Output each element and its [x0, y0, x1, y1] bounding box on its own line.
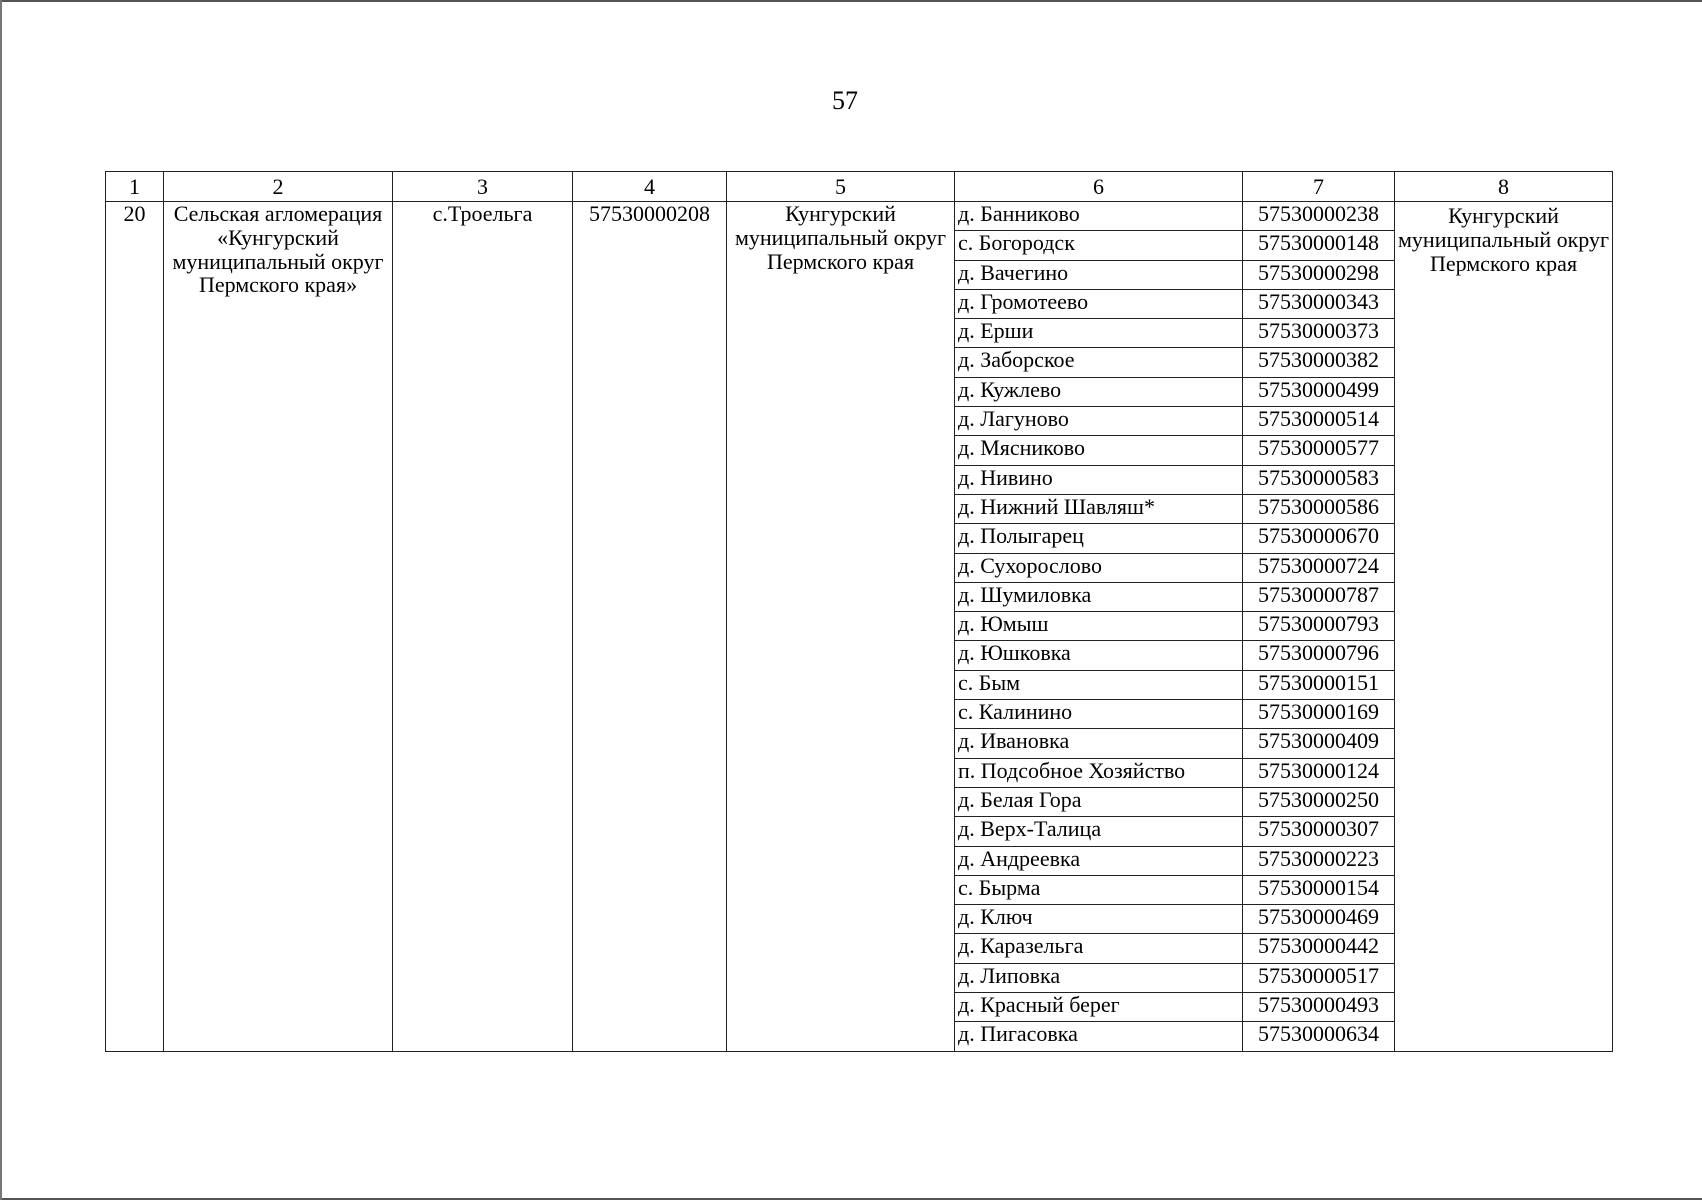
page-number: 57	[832, 86, 858, 115]
center-cell: с.Троельга	[393, 202, 573, 1052]
settlement-code-cell: 57530000670	[1243, 524, 1395, 553]
settlement-code-cell: 57530000238	[1243, 202, 1395, 231]
settlement-code-cell: 57530000223	[1243, 846, 1395, 875]
settlement-code-cell: 57530000298	[1243, 260, 1395, 289]
settlement-name-cell: д. Ивановка	[955, 729, 1243, 758]
column-header-5: 5	[727, 172, 955, 202]
settlement-name-cell: д. Заборское	[955, 348, 1243, 377]
settlement-code-cell: 57530000373	[1243, 319, 1395, 348]
column-header-4: 4	[573, 172, 727, 202]
settlement-name-cell: д. Андреевка	[955, 846, 1243, 875]
settlement-code-cell: 57530000382	[1243, 348, 1395, 377]
center-code-cell: 57530000208	[573, 202, 727, 1052]
settlement-code-cell: 57530000493	[1243, 993, 1395, 1022]
settlement-name-cell: д. Юмыш	[955, 612, 1243, 641]
settlement-name-cell: д. Ерши	[955, 319, 1243, 348]
settlement-name-cell: д. Белая Гора	[955, 787, 1243, 816]
settlement-name-cell: д. Мясниково	[955, 436, 1243, 465]
settlement-code-cell: 57530000469	[1243, 905, 1395, 934]
column-header-8: 8	[1395, 172, 1613, 202]
settlement-code-cell: 57530000796	[1243, 641, 1395, 670]
settlement-name-cell: д. Нижний Шавляш*	[955, 494, 1243, 523]
column-header-6: 6	[955, 172, 1243, 202]
settlement-name-cell: д. Пигасовка	[955, 1022, 1243, 1051]
municipality-cell: Кунгурский муниципальный округ Пермского края	[727, 202, 955, 1052]
settlement-code-cell: 57530000154	[1243, 875, 1395, 904]
column-header-7: 7	[1243, 172, 1395, 202]
settlement-code-cell: 57530000442	[1243, 934, 1395, 963]
header-row	[106, 172, 1613, 202]
settlement-code-cell: 57530000577	[1243, 436, 1395, 465]
settlement-name-cell: с. Калинино	[955, 700, 1243, 729]
settlement-name-cell: с. Богородск	[955, 231, 1243, 260]
settlement-name-cell: д. Банниково	[955, 202, 1243, 231]
column-header-1: 1	[106, 172, 164, 202]
row-number-cell: 20	[106, 202, 164, 1052]
settlement-code-cell: 57530000793	[1243, 612, 1395, 641]
settlement-name-cell: п. Подсобное Хозяйство	[955, 758, 1243, 787]
settlement-code-cell: 57530000169	[1243, 700, 1395, 729]
column-header-3: 3	[393, 172, 573, 202]
municipality-2-cell: Кунгурский муниципальный округ Пермского края	[1395, 202, 1613, 1052]
settlement-name-cell: д. Полыгарец	[955, 524, 1243, 553]
settlement-code-cell: 57530000124	[1243, 758, 1395, 787]
settlement-code-cell: 57530000409	[1243, 729, 1395, 758]
settlement-code-cell: 57530000634	[1243, 1022, 1395, 1051]
settlement-name-cell: д. Нивино	[955, 465, 1243, 494]
agglomeration-cell: Сельская агломерация «Кунгурский муниципальный округ Пермского края»	[164, 202, 393, 1052]
settlement-code-cell: 57530000787	[1243, 582, 1395, 611]
settlement-name-cell: д. Вачегино	[955, 260, 1243, 289]
settlement-code-cell: 57530000499	[1243, 377, 1395, 406]
settlement-name-cell: д. Ключ	[955, 905, 1243, 934]
settlements-table	[105, 171, 1613, 1052]
settlement-code-cell: 57530000514	[1243, 407, 1395, 436]
settlement-code-cell: 57530000724	[1243, 553, 1395, 582]
settlement-name-cell: д. Кужлево	[955, 377, 1243, 406]
settlement-code-cell: 57530000343	[1243, 289, 1395, 318]
settlement-name-cell: д. Сухорослово	[955, 553, 1243, 582]
settlement-code-cell: 57530000151	[1243, 670, 1395, 699]
settlement-name-cell: д. Каразельга	[955, 934, 1243, 963]
settlement-code-cell: 57530000307	[1243, 817, 1395, 846]
scan-left-edge	[0, 0, 2, 1200]
table-row	[106, 202, 1613, 231]
settlement-name-cell: д. Шумиловка	[955, 582, 1243, 611]
settlement-code-cell: 57530000148	[1243, 231, 1395, 260]
settlement-name-cell: д. Юшковка	[955, 641, 1243, 670]
settlement-name-cell: д. Липовка	[955, 963, 1243, 992]
scan-top-edge	[0, 0, 1702, 2]
settlement-name-cell: с. Бым	[955, 670, 1243, 699]
settlement-code-cell: 57530000250	[1243, 787, 1395, 816]
settlement-name-cell: д. Лагуново	[955, 407, 1243, 436]
settlement-name-cell: с. Бырма	[955, 875, 1243, 904]
settlement-name-cell: д. Громотеево	[955, 289, 1243, 318]
settlement-name-cell: д. Красный берег	[955, 993, 1243, 1022]
column-header-2: 2	[164, 172, 393, 202]
settlement-code-cell: 57530000586	[1243, 494, 1395, 523]
table-body	[106, 202, 1613, 1052]
settlement-code-cell: 57530000517	[1243, 963, 1395, 992]
settlement-code-cell: 57530000583	[1243, 465, 1395, 494]
settlement-name-cell: д. Верх-Талица	[955, 817, 1243, 846]
